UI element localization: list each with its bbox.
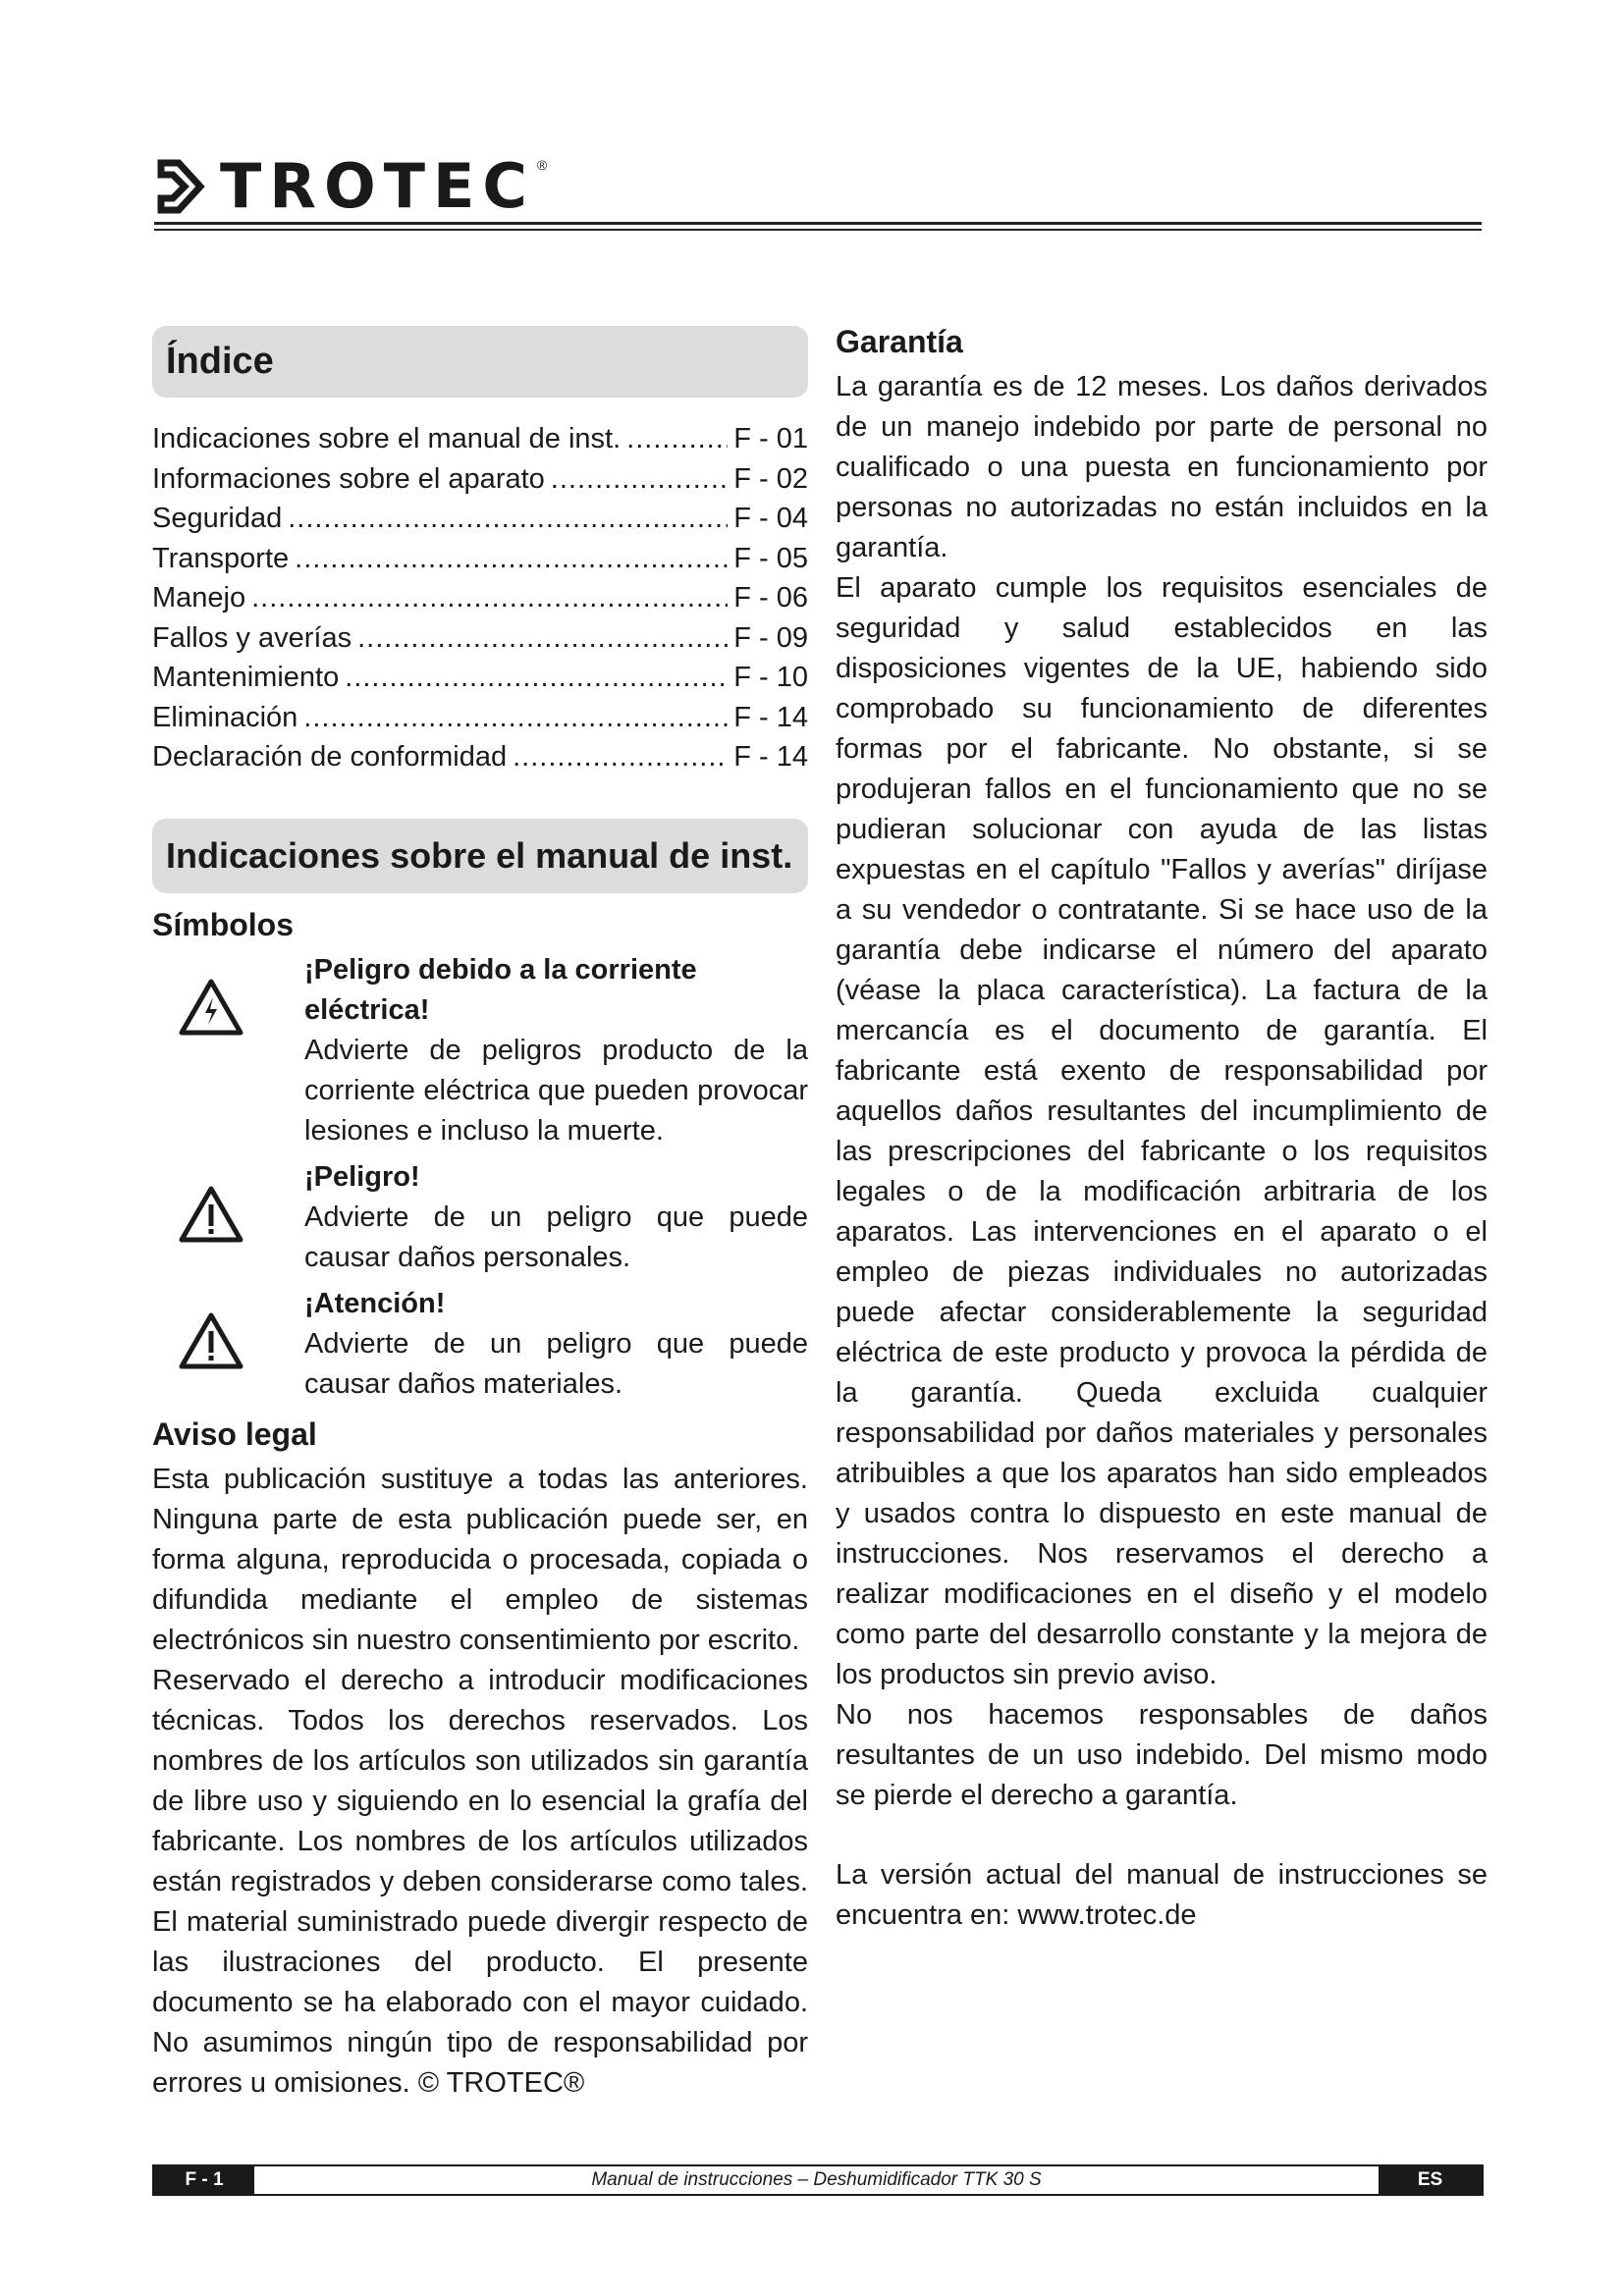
warranty-paragraph: No nos hacemos responsables de daños resultantes de un uso indebido. Del mismo modo se pierde el derecho a garantía.: [836, 1699, 1488, 1811]
toc-item[interactable]: [152, 737, 808, 777]
symbol-description: Advierte de peligros producto de la corriente eléctrica que pueden provocar lesiones e incluso la muerte.: [304, 1034, 808, 1147]
symbols-heading: Símbolos: [152, 906, 295, 942]
registered-mark: ®: [536, 157, 548, 173]
toc-label: Seguridad: [152, 503, 283, 534]
toc-label: Declaración de conformidad: [152, 741, 508, 773]
toc-label: Fallos y averías: [152, 621, 352, 654]
toc-label: Manejo: [152, 582, 246, 614]
page-footer: [152, 2164, 1484, 2196]
symbol-title: ¡Peligro debido a la corriente eléctrica!: [304, 953, 697, 1026]
toc-leader: [251, 578, 728, 618]
warranty-paragraph: El aparato cumple los requisitos esenciales de seguridad y salud establecidos en las disposiciones vigentes de la UE, habiendo sido comprobado su funcionamiento de diferentes formas por el fabricante. No obstante, si se produjeran fallos en el funcionamiento que no se pudieran solucionar con ayuda de las listas expuestas en el capítulo "Fallos y averías" diríjase a su vendedor o contratante. Si se hace uso de la garantía debe indicarse el número del aparato (véase la placa característica). La factura de la mercancía es el documento de garantía. El fabricante está exento de responsabilidad por aquellos daños resultantes del incumplimiento de las prescripciones del fabricante o los requisitos legales o de la modificación arbitraria de los aparatos. Las intervenciones en el aparato o el empleo de piezas individuales no autorizadas puede afectar considerablemente la seguridad eléctrica de este producto y provoca la pérdida de la garantía. Queda excluida cualquier responsabilidad por daños materiales y personales atribuibles a que los aparatos han sido empleados y usados contra lo dispuesto en este manual de instrucciones. Nos reservamos el derecho a realizar modificaciones en el diseño y el modelo como parte del desarrollo constante y la mejora de los productos sin previo aviso.: [836, 572, 1488, 1690]
warning-icon: [178, 1311, 244, 1370]
language-code: ES: [1379, 2166, 1482, 2194]
right-column: [836, 322, 1488, 1936]
toc-item[interactable]: [152, 539, 808, 579]
symbol-description: Advierte de un peligro que puede causar daños materiales.: [304, 1327, 808, 1400]
document-title: Manual de instrucciones – Deshumidificador TTK 30 S: [591, 2169, 1042, 2190]
symbol-entry: [152, 1284, 808, 1405]
header-rule: [154, 222, 1482, 225]
toc-page: F - 01: [733, 423, 808, 454]
toc-item[interactable]: [152, 578, 808, 618]
toc-item[interactable]: [152, 618, 808, 659]
toc-item[interactable]: [152, 658, 808, 698]
manual-heading: Indicaciones sobre el manual de inst.: [152, 819, 808, 893]
legal-paragraph: Esta publicación sustituye a todas las anteriores. Ninguna parte de esta publicación puede ser, en forma alguna, reproducida o procesada, copiada o difundida mediante el empleo de sistemas electrónicos sin nuestro consentimiento por escrito.: [152, 1463, 808, 1656]
toc-page: F - 10: [733, 662, 808, 693]
toc-page: F - 06: [733, 582, 808, 614]
toc-leader: [303, 698, 728, 738]
toc-leader: [357, 618, 728, 659]
warning-icon: [178, 1185, 244, 1244]
toc-label: Mantenimiento: [152, 662, 340, 693]
table-of-contents: [152, 419, 808, 777]
toc-label: Eliminación: [152, 701, 298, 733]
toc-leader: [288, 499, 728, 539]
toc-item[interactable]: [152, 419, 808, 459]
legal-heading: Aviso legal: [152, 1415, 317, 1452]
toc-page: F - 02: [733, 462, 808, 495]
header-rule: [154, 229, 1482, 231]
toc-page: F - 14: [733, 701, 808, 733]
toc-page: F - 14: [733, 741, 808, 773]
warranty-paragraph: La garantía es de 12 meses. Los daños derivados de un manejo indebido por parte de personal no cualificado o una puesta en funcionamiento por personas no autorizadas no están incluidos en la garantía.: [836, 371, 1488, 563]
toc-leader: [551, 459, 728, 500]
toc-leader: [295, 539, 728, 579]
manual-version-note: La versión actual del manual de instrucciones se encuentra en: www.trotec.de: [836, 1859, 1488, 1931]
toc-label: Transporte: [152, 542, 290, 574]
toc-label: Informaciones sobre el aparato: [152, 462, 545, 495]
symbol-description: Advierte de un peligro que puede causar daños personales.: [304, 1201, 808, 1273]
toc-item[interactable]: [152, 698, 808, 738]
brand-name: TROTEC: [220, 150, 535, 222]
warranty-heading: Garantía: [836, 324, 963, 359]
toc-item[interactable]: [152, 499, 808, 539]
page-number: F - 1: [154, 2166, 254, 2194]
toc-item[interactable]: [152, 459, 808, 500]
brand-logo: [157, 150, 548, 222]
symbol-title: ¡Peligro!: [304, 1160, 420, 1193]
toc-leader: [513, 737, 728, 777]
electric-warning-icon: [178, 978, 244, 1037]
index-heading: Índice: [152, 326, 808, 398]
symbol-entry: [152, 950, 808, 1151]
legal-paragraph: Reservado el derecho a introducir modificaciones técnicas. Todos los derechos reservados. Los nombres de los artículos son utilizados sin garantía de libre uso y siguiendo en lo esencial la grafía del fabricante. Los nombres de los artículos utilizados están registrados y deben considerarse como tales. El material suministrado puede divergir respecto de las ilustraciones del producto. El presente documento se ha elaborado con el mayor cuidado. No asumimos ningún tipo de responsabilidad por errores u omisiones. © TROTEC®: [152, 1664, 808, 2099]
left-column: [152, 326, 808, 2104]
toc-page: F - 09: [733, 621, 808, 654]
symbol-title: ¡Atención!: [304, 1287, 446, 1319]
toc-page: F - 04: [733, 503, 808, 534]
toc-leader: [345, 658, 728, 698]
toc-leader: [626, 419, 728, 459]
toc-page: F - 05: [733, 542, 808, 574]
trotec-logo-icon: [157, 159, 206, 214]
symbol-entry: [152, 1157, 808, 1278]
toc-label: Indicaciones sobre el manual de inst.: [152, 423, 622, 454]
